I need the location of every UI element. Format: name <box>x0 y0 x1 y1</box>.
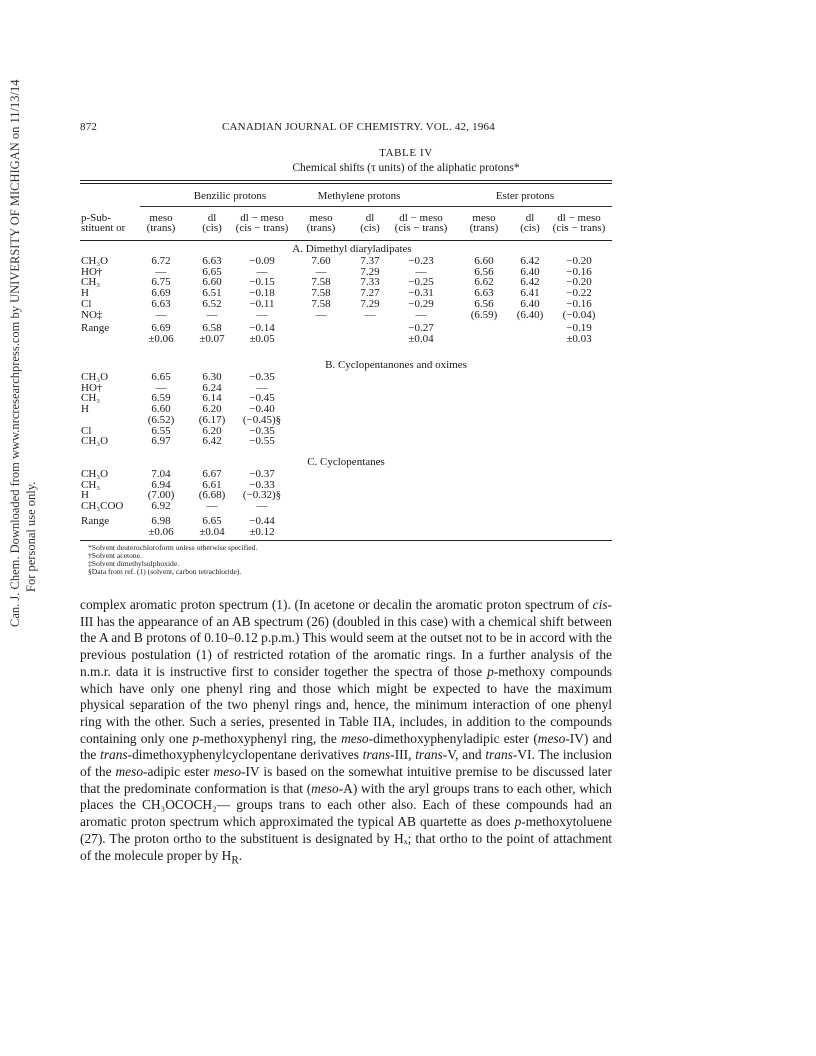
table-cell-benzilic-dl: 6.58 <box>202 322 222 335</box>
table-cell-ester-dl: 6.42 <box>520 255 540 267</box>
footnote-solvent-default: *Solvent deuterochloroform unless otherwise specified. <box>88 543 258 552</box>
table-cell-benzilic-meso: (6.52) <box>147 413 175 426</box>
table-cell-methylene-diff: −0.23 <box>408 255 434 267</box>
group-header-ester: Ester protons <box>495 190 555 202</box>
row-label: Range <box>81 322 110 335</box>
table-cell-benzilic-meso: — <box>155 381 167 394</box>
body-paragraph: complex aromatic proton spectrum (1). (In acetone or decalin the aromatic proton spectrum of cis-III has the appearance of an AB spectrum (26) (doubled in this case) with a chemical shift between the A and B protons of 0.10–0.12 p.p.m.) This would seem at the outset not to be in accord with the previous postulation (1) of restricted rotation of the aromatic rings. In a further analysis of the n.m.r. data it is instructive first to consider together the spectra of those p-methoxy compounds which have only one phenyl ring and those which might be expected to have the maximum physical separation of the two phenyl rings and, hence, the minimum interaction of one phenyl ring with the other. Such a series, presented in Table IIA, includes, in addition to the compounds containing only one p-methoxyphenyl ring, the meso-dimethoxyphenyladipic ester (meso-IV) and the trans-dimethoxyphenylcyclopentane derivatives trans-III, trans-V, and trans-VI. The inclusion of the meso-adipic ester meso-IV is based on the somewhat intuitive premise to be discussed later that the predominate conformation is that (meso-A) with the aryl groups trans to each other, which places the CH₃OCOCH₂— groups trans to each other also. Each of these compounds had an aromatic proton spectrum which approximated the typical AB quartette as does p-methoxytoluene (27). The proton ortho to the substituent is designated by Hₓ; that ortho to the point of attachment of the molecule proper by $H_R$. <box>80 597 612 867</box>
row-label: H <box>81 403 89 416</box>
table-cell-benzilic-dl: 6.30 <box>202 371 222 383</box>
table-cell-benzilic-diff: −0.45 <box>249 392 275 405</box>
row-label: CH₃O <box>81 468 109 480</box>
watermark-line-1: Can. J. Chem. Downloaded from www.nrcresearchpress.com by UNIVERSITY OF MICHIGAN on 11/13/14 <box>8 79 22 627</box>
table-cell-ester-diff: −0.16 <box>566 297 592 310</box>
table-top-rule-1 <box>80 180 612 181</box>
footnote-acetone: †Solvent acetone. <box>88 551 142 560</box>
table-cell-methylene-diff: −0.27 <box>408 322 434 335</box>
row-label: H <box>81 287 89 300</box>
table-cell-benzilic-dl: ±0.04 <box>199 525 225 538</box>
table-cell-benzilic-dl: 6.24 <box>202 381 222 394</box>
col-header-ester-diff: (cis − trans) <box>552 222 606 234</box>
footnote-dmso: ‡Solvent dimethylsulphoxide. <box>88 559 180 568</box>
table-cell-benzilic-dl: 6.52 <box>202 297 222 310</box>
table-cell-benzilic-meso: 6.94 <box>151 478 171 491</box>
table-cell-benzilic-diff: −0.37 <box>249 468 275 480</box>
table-cell-benzilic-meso: — <box>155 308 167 321</box>
table-cell-methylene-diff: −0.29 <box>408 297 434 310</box>
table-cell-ester-diff: −0.20 <box>566 255 592 267</box>
table-cell-benzilic-meso: ±0.06 <box>148 525 174 538</box>
table-cell-methylene-meso: — <box>315 308 327 321</box>
col-header-benzilic-dl: dl <box>207 212 217 224</box>
table-cell-ester-meso: 6.62 <box>474 276 494 289</box>
col-header-methylene-meso: (trans) <box>306 222 336 234</box>
table-cell-benzilic-meso: 6.59 <box>151 392 171 405</box>
row-label: HO† <box>81 265 103 278</box>
col-header-benzilic-diff: dl − meso <box>240 212 284 224</box>
table-cell-methylene-diff: ±0.04 <box>408 332 434 345</box>
table-cell-benzilic-diff: −0.35 <box>249 371 275 383</box>
table-cell-benzilic-diff: −0.44 <box>249 514 275 527</box>
row-label: CH₃ <box>81 478 101 491</box>
table-cell-ester-diff: −0.16 <box>566 265 592 278</box>
table-cell-benzilic-diff: ±0.12 <box>249 525 275 538</box>
table-cell-benzilic-diff: — <box>256 381 268 394</box>
col-header-methylene-diff: dl − meso <box>399 212 443 224</box>
row-label: CH₃ <box>81 392 101 405</box>
col-header-methylene-dl: (cis) <box>360 222 380 234</box>
col-header-benzilic-diff: (cis − trans) <box>235 222 289 234</box>
col-header-ester-diff: dl − meso <box>557 212 601 224</box>
table-cell-benzilic-meso: 6.72 <box>151 255 171 267</box>
table-cell-methylene-meso: 7.58 <box>311 287 331 300</box>
table-cell-methylene-diff: — <box>415 308 427 321</box>
col-header-ester-meso: meso <box>472 212 496 224</box>
table-cell-ester-diff: ±0.03 <box>566 332 592 345</box>
watermark-line-2: For personal use only. <box>24 481 38 592</box>
section-title: A. Dimethyl diaryladipates <box>292 243 412 255</box>
table-bottom-rule <box>80 540 612 541</box>
table-cell-benzilic-dl: 6.51 <box>202 287 222 300</box>
group-header-benzilic: Benzilic protons <box>193 190 267 202</box>
table-cell-methylene-dl: 7.29 <box>360 265 380 278</box>
group-underline-methylene <box>298 206 462 207</box>
table-cell-ester-diff: −0.22 <box>566 287 592 300</box>
table-cell-benzilic-dl: (6.68) <box>198 489 226 502</box>
col-header-ester-dl: (cis) <box>520 222 540 234</box>
table-label: TABLE IV <box>379 147 433 159</box>
running-header <box>80 121 732 137</box>
table-cell-benzilic-meso: 6.92 <box>151 500 171 513</box>
group-underline-benzilic <box>140 206 318 207</box>
table-cell-ester-diff: −0.20 <box>566 276 592 289</box>
table-cell-benzilic-diff: −0.14 <box>249 322 275 335</box>
col-header-methylene-diff: (cis − trans) <box>394 222 448 234</box>
table-cell-benzilic-meso: 6.55 <box>151 424 171 437</box>
col-header-methylene-meso: meso <box>309 212 333 224</box>
table-top-rule-2 <box>80 183 612 184</box>
table-cell-methylene-dl: 7.37 <box>360 255 380 267</box>
table-cell-benzilic-meso: 6.63 <box>151 297 171 310</box>
group-underline-ester <box>460 206 612 207</box>
row-label: HO† <box>81 381 103 394</box>
table-cell-benzilic-diff: ±0.05 <box>249 332 275 345</box>
table-cell-methylene-meso: 7.60 <box>311 255 331 267</box>
table-cell-benzilic-diff: −0.35 <box>249 424 275 437</box>
table-cell-methylene-meso: 7.58 <box>311 297 331 310</box>
row-label: CH₃O <box>81 255 109 267</box>
table-cell-methylene-diff: −0.31 <box>408 287 434 300</box>
table-cell-ester-meso: 6.60 <box>474 255 494 267</box>
table-cell-benzilic-meso: 7.04 <box>151 468 171 480</box>
col-header-methylene-dl: dl <box>365 212 375 224</box>
table-cell-benzilic-dl: 6.65 <box>202 265 222 278</box>
table-cell-methylene-meso: 7.58 <box>311 276 331 289</box>
table-cell-benzilic-diff: −0.18 <box>249 287 275 300</box>
table-cell-benzilic-meso: 6.60 <box>151 403 171 416</box>
table-cell-benzilic-dl: ±0.07 <box>199 332 225 345</box>
table-header-rule <box>80 240 612 241</box>
table-cell-methylene-dl: — <box>364 308 376 321</box>
table-cell-methylene-diff: — <box>415 265 427 278</box>
table-cell-benzilic-diff: −0.33 <box>249 478 275 491</box>
col-header-substituent: p-Sub- <box>81 212 111 224</box>
table-cell-benzilic-meso: 6.69 <box>151 287 171 300</box>
table-cell-benzilic-dl: 6.61 <box>202 478 222 491</box>
table-cell-benzilic-diff: — <box>256 500 268 513</box>
col-header-ester-dl: dl <box>525 212 535 224</box>
table-cell-ester-diff: (−0.04) <box>562 308 596 321</box>
table-caption: Chemical shifts (τ units) of the aliphatic protons* <box>292 162 520 174</box>
table-cell-benzilic-dl: 6.63 <box>202 255 222 267</box>
table-cell-ester-diff: −0.19 <box>566 322 592 335</box>
journal-title: CANADIAN JOURNAL OF CHEMISTRY. VOL. 42, 1964 <box>222 121 495 133</box>
row-label: CH₃O <box>81 435 109 448</box>
table-cell-ester-dl: 6.40 <box>520 297 540 310</box>
col-header-benzilic-meso: meso <box>149 212 173 224</box>
table-cell-benzilic-dl: 6.20 <box>202 424 222 437</box>
row-label: CH₃O <box>81 371 109 383</box>
table-cell-benzilic-diff: −0.11 <box>249 297 275 310</box>
table-cell-benzilic-diff: (−0.32)§ <box>242 489 282 502</box>
table-cell-ester-meso: 6.56 <box>474 297 494 310</box>
table-cell-benzilic-meso: 6.65 <box>151 371 171 383</box>
table-cell-benzilic-dl: 6.14 <box>202 392 222 405</box>
table-cell-benzilic-diff: −0.55 <box>249 435 275 448</box>
table-cell-ester-meso: 6.63 <box>474 287 494 300</box>
table-cell-benzilic-diff: (−0.45)§ <box>242 413 282 426</box>
row-label: CH₃ <box>81 276 101 289</box>
section-title: B. Cyclopentanones and oximes <box>325 359 467 371</box>
table-cell-benzilic-dl: 6.42 <box>202 435 222 448</box>
table-cell-benzilic-dl: 6.67 <box>202 468 222 480</box>
table-cell-methylene-dl: 7.33 <box>360 276 380 289</box>
table-cell-ester-meso: (6.59) <box>470 308 498 321</box>
table-cell-benzilic-dl: — <box>206 500 218 513</box>
table-cell-benzilic-dl: 6.65 <box>202 514 222 527</box>
table-cell-benzilic-dl: (6.17) <box>198 413 226 426</box>
table-cell-methylene-meso: — <box>315 265 327 278</box>
table-cell-ester-dl: (6.40) <box>516 308 544 321</box>
table-cell-benzilic-meso: — <box>155 265 167 278</box>
row-label: CH₃COO <box>81 500 124 513</box>
table-cell-benzilic-diff: −0.09 <box>249 255 275 267</box>
table-cell-benzilic-meso: 6.69 <box>151 322 171 335</box>
row-label: H <box>81 489 89 502</box>
download-watermark <box>0 0 58 1056</box>
table-cell-benzilic-meso: ±0.06 <box>148 332 174 345</box>
section-title: C. Cyclopentanes <box>307 456 385 468</box>
table-cell-methylene-dl: 7.29 <box>360 297 380 310</box>
table-cell-benzilic-meso: 6.97 <box>151 435 171 448</box>
table-cell-benzilic-dl: 6.60 <box>202 276 222 289</box>
table-cell-ester-dl: 6.40 <box>520 265 540 278</box>
col-header-substituent: stituent or <box>81 222 126 234</box>
page-number: 872 <box>80 121 98 133</box>
table-cell-benzilic-diff: −0.15 <box>249 276 275 289</box>
table-cell-benzilic-diff: — <box>256 308 268 321</box>
table-cell-benzilic-diff: — <box>256 265 268 278</box>
table-cell-benzilic-meso: 6.75 <box>151 276 171 289</box>
table-cell-methylene-dl: 7.27 <box>360 287 380 300</box>
table-cell-ester-meso: 6.56 <box>474 265 494 278</box>
table-cell-benzilic-dl: — <box>206 308 218 321</box>
table-cell-benzilic-meso: 6.98 <box>151 514 171 527</box>
col-header-ester-meso: (trans) <box>469 222 499 234</box>
table-cell-ester-dl: 6.42 <box>520 276 540 289</box>
col-header-benzilic-meso: (trans) <box>146 222 176 234</box>
row-label: NO‡ <box>81 308 103 321</box>
col-header-benzilic-dl: (cis) <box>202 222 222 234</box>
table-cell-methylene-diff: −0.25 <box>408 276 434 289</box>
table-cell-benzilic-dl: 6.20 <box>202 403 222 416</box>
row-label: Cl <box>81 297 92 310</box>
table-cell-benzilic-meso: (7.00) <box>147 489 175 502</box>
table-cell-benzilic-diff: −0.40 <box>249 403 275 416</box>
row-label: Cl <box>81 424 92 437</box>
group-header-methylene: Methylene protons <box>317 190 401 202</box>
table-cell-ester-dl: 6.41 <box>520 287 540 300</box>
footnote-ref1: §Data from ref. (1) (solvent, carbon tetrachloride). <box>88 567 242 576</box>
row-label: Range <box>81 514 110 527</box>
